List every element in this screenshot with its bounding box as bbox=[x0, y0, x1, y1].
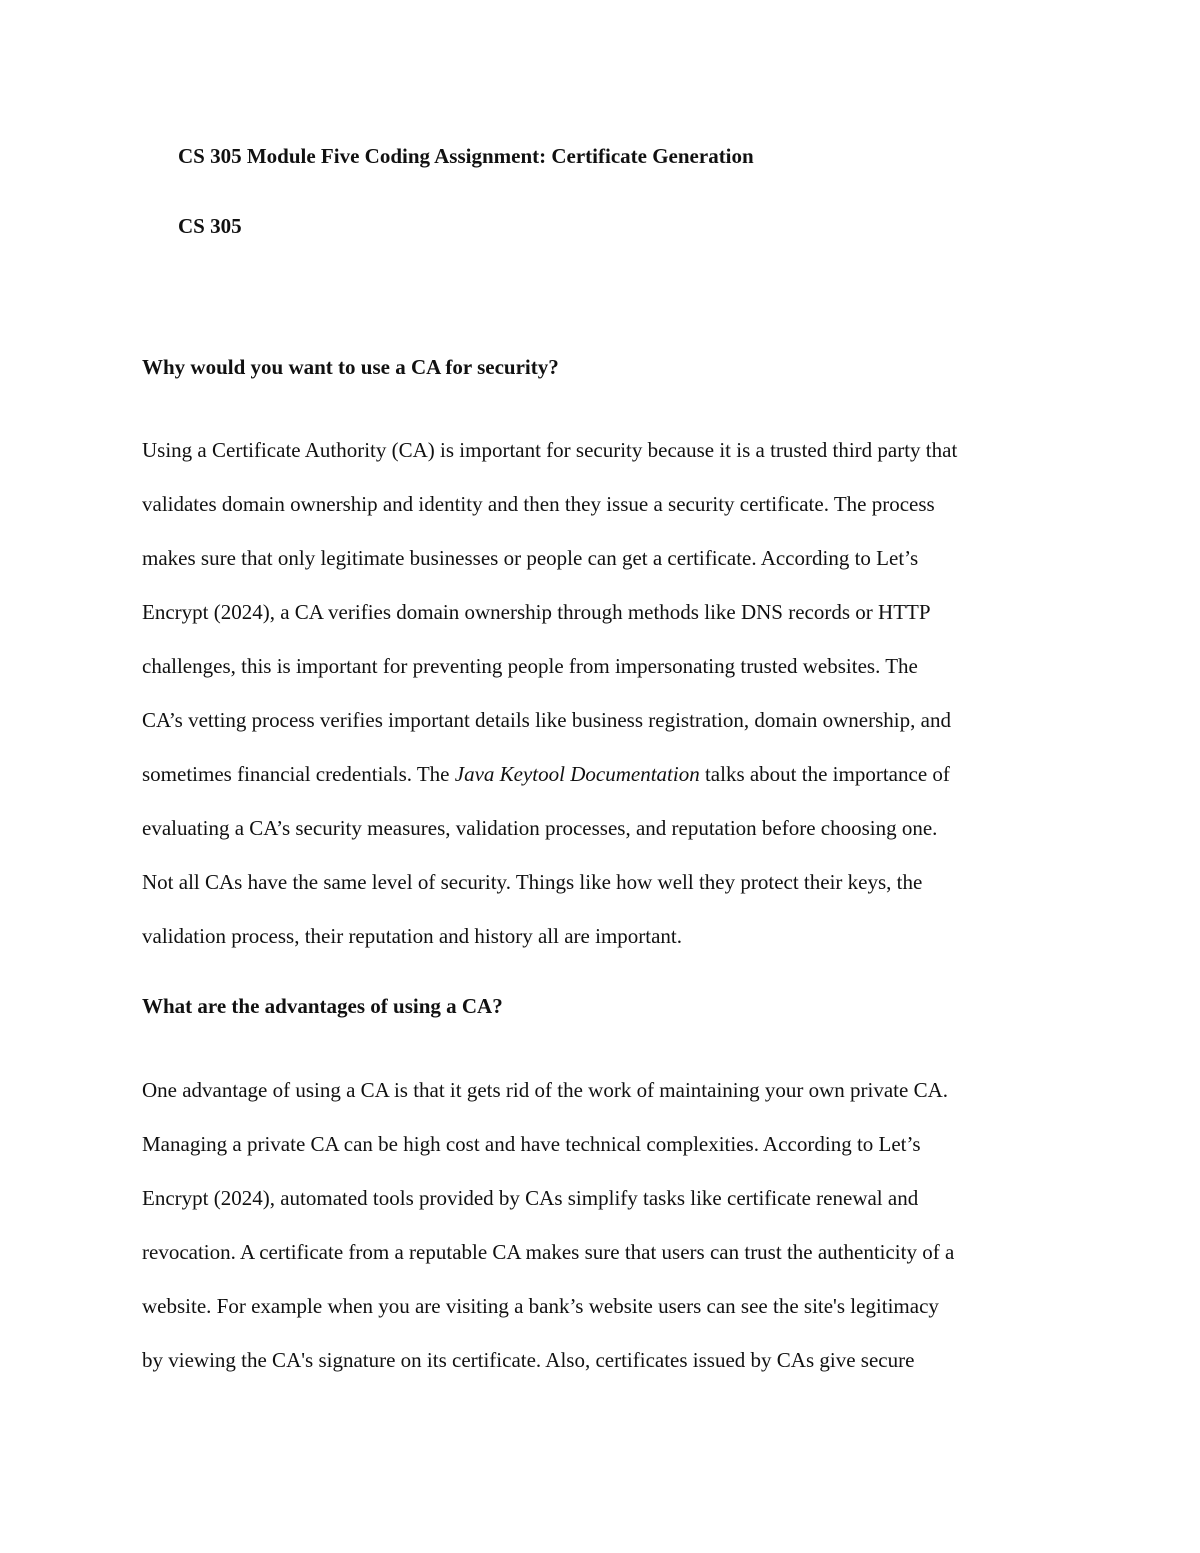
citation-italic: Java Keytool Documentation bbox=[454, 762, 700, 786]
paragraph-advantages bbox=[142, 1063, 1067, 1387]
line-text: talks about the importance of bbox=[699, 762, 950, 786]
paragraph-line: CA’s vetting process verifies important details like business registration, domain ownership, and bbox=[142, 708, 951, 732]
line-text: sometimes financial credentials. The bbox=[142, 762, 455, 786]
paragraph-line: makes sure that only legitimate businesses or people can get a certificate. According to Let’s bbox=[142, 546, 919, 570]
paragraph-line: One advantage of using a CA is that it gets rid of the work of maintaining your own private CA. bbox=[142, 1078, 949, 1102]
document-body bbox=[142, 353, 1067, 1387]
paragraph-line: challenges, this is important for preventing people from impersonating trusted websites. The bbox=[142, 654, 918, 678]
paragraph-why-ca bbox=[142, 423, 1067, 963]
paragraph-line: Managing a private CA can be high cost and have technical complexities. According to Let’s bbox=[142, 1132, 921, 1156]
title-block bbox=[178, 142, 1078, 240]
paragraph-line: Not all CAs have the same level of security. Things like how well they protect their keys, the bbox=[142, 870, 923, 894]
course-name: CS 305 bbox=[178, 214, 242, 238]
paragraph-line: Encrypt (2024), a CA verifies domain ownership through methods like DNS records or HTTP bbox=[142, 600, 931, 624]
document-title: CS 305 Module Five Coding Assignment: Certificate Generation bbox=[178, 144, 754, 168]
paragraph-line: revocation. A certificate from a reputable CA makes sure that users can trust the authenticity of a bbox=[142, 1240, 955, 1264]
section-heading-advantages: What are the advantages of using a CA? bbox=[142, 994, 503, 1018]
paragraph-line bbox=[142, 747, 1067, 801]
paragraph-line: website. For example when you are visiting a bank’s website users can see the site's legitimacy bbox=[142, 1294, 939, 1318]
paragraph-line: validation process, their reputation and history all are important. bbox=[142, 924, 683, 948]
paragraph-line: evaluating a CA’s security measures, validation processes, and reputation before choosing one. bbox=[142, 816, 938, 840]
section-heading-why-ca: Why would you want to use a CA for security? bbox=[142, 355, 559, 379]
paragraph-line: by viewing the CA's signature on its certificate. Also, certificates issued by CAs give secure bbox=[142, 1348, 915, 1372]
paragraph-line: validates domain ownership and identity and then they issue a security certificate. The process bbox=[142, 492, 935, 516]
paragraph-line: Encrypt (2024), automated tools provided by CAs simplify tasks like certificate renewal and bbox=[142, 1186, 919, 1210]
paragraph-line: Using a Certificate Authority (CA) is important for security because it is a trusted third party that bbox=[142, 438, 958, 462]
